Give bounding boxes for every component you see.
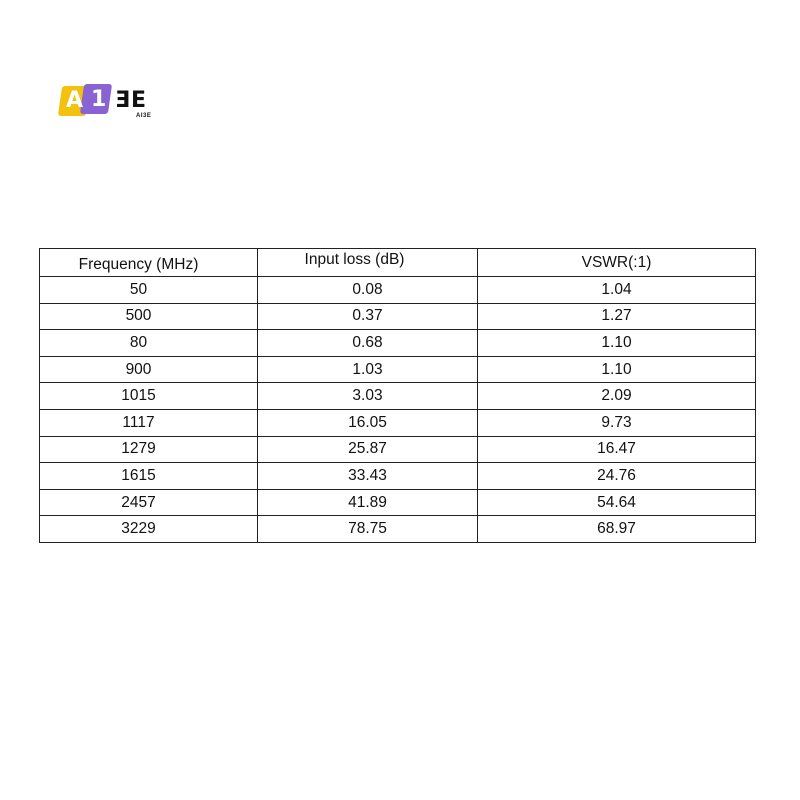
cell-frequency-value: 3229 xyxy=(121,520,156,538)
table-row xyxy=(40,489,756,516)
cell-input-loss-value: 3.03 xyxy=(352,387,383,405)
cell-input-loss-value: 78.75 xyxy=(348,520,387,538)
table-row xyxy=(40,303,756,330)
cell-input-loss xyxy=(258,303,478,330)
cell-vswr-value: 1.04 xyxy=(601,280,632,298)
cell-vswr xyxy=(478,516,756,543)
cell-vswr xyxy=(478,463,756,490)
cell-input-loss xyxy=(258,277,478,304)
cell-frequency xyxy=(40,330,258,357)
cell-input-loss xyxy=(258,383,478,410)
cell-frequency xyxy=(40,277,258,304)
logo-letter-1: 1 xyxy=(91,87,107,112)
cell-vswr-value: 1.10 xyxy=(601,360,632,378)
cell-frequency xyxy=(40,436,258,463)
table-body xyxy=(40,277,756,543)
cell-vswr xyxy=(478,330,756,357)
cell-input-loss-value: 0.68 xyxy=(352,333,383,351)
cell-frequency xyxy=(40,489,258,516)
cell-vswr-value: 1.10 xyxy=(601,333,632,351)
header-input-loss-label: Input loss (dB) xyxy=(304,250,405,268)
brand-logo xyxy=(60,80,170,125)
cell-input-loss xyxy=(258,409,478,436)
cell-frequency-value: 1615 xyxy=(121,466,156,484)
cell-vswr-value: 2.09 xyxy=(601,387,632,405)
cell-vswr-value: 68.97 xyxy=(597,520,636,538)
logo-letters-3e: ƎE xyxy=(115,88,148,113)
cell-input-loss xyxy=(258,463,478,490)
cell-vswr xyxy=(478,383,756,410)
logo-letter-a: A xyxy=(66,88,84,113)
table-row xyxy=(40,356,756,383)
cell-frequency-value: 900 xyxy=(125,360,152,378)
cell-input-loss-value: 25.87 xyxy=(348,440,387,458)
cell-input-loss-value: 16.05 xyxy=(348,413,387,431)
cell-input-loss xyxy=(258,516,478,543)
table-row xyxy=(40,330,756,357)
cell-input-loss xyxy=(258,356,478,383)
logo-subtext: AI3E xyxy=(136,113,152,119)
cell-input-loss xyxy=(258,436,478,463)
cell-frequency-value: 1279 xyxy=(121,440,156,458)
cell-vswr xyxy=(478,277,756,304)
cell-frequency xyxy=(40,409,258,436)
cell-vswr xyxy=(478,356,756,383)
cell-frequency xyxy=(40,303,258,330)
table-row xyxy=(40,516,756,543)
header-vswr: VSWR(:1) xyxy=(478,249,756,277)
header-input-loss xyxy=(258,249,478,277)
cell-frequency-value: 1015 xyxy=(121,387,156,405)
cell-input-loss-value: 1.03 xyxy=(352,360,383,378)
cell-vswr xyxy=(478,436,756,463)
table-row xyxy=(40,409,756,436)
cell-vswr-value: 1.27 xyxy=(601,307,632,325)
header-frequency-label: Frequency (MHz) xyxy=(78,255,199,273)
cell-input-loss xyxy=(258,330,478,357)
cell-frequency-value: 1117 xyxy=(122,413,155,431)
table-row xyxy=(40,463,756,490)
cell-input-loss-value: 41.89 xyxy=(348,493,387,511)
cell-input-loss xyxy=(258,489,478,516)
cell-vswr xyxy=(478,409,756,436)
cell-vswr-value: 16.47 xyxy=(597,440,636,458)
cell-input-loss-value: 0.37 xyxy=(352,307,383,325)
table-row xyxy=(40,383,756,410)
table-row xyxy=(40,436,756,463)
cell-frequency-value: 500 xyxy=(125,307,152,325)
table-header-row xyxy=(40,249,756,277)
cell-vswr-value: 24.76 xyxy=(597,466,636,484)
cell-frequency-value: 50 xyxy=(129,280,148,298)
cell-vswr-value: 9.73 xyxy=(601,413,632,431)
cell-frequency xyxy=(40,356,258,383)
header-frequency xyxy=(40,249,258,277)
cell-frequency xyxy=(40,463,258,490)
table-row xyxy=(40,277,756,304)
spec-table xyxy=(39,248,756,543)
cell-vswr xyxy=(478,489,756,516)
cell-vswr-value: 54.64 xyxy=(597,493,636,511)
cell-input-loss-value: 33.43 xyxy=(348,466,387,484)
cell-frequency-value: 2457 xyxy=(121,493,156,511)
cell-vswr xyxy=(478,303,756,330)
cell-frequency-value: 80 xyxy=(129,333,148,351)
cell-frequency xyxy=(40,516,258,543)
cell-input-loss-value: 0.08 xyxy=(352,280,383,298)
cell-frequency xyxy=(40,383,258,410)
